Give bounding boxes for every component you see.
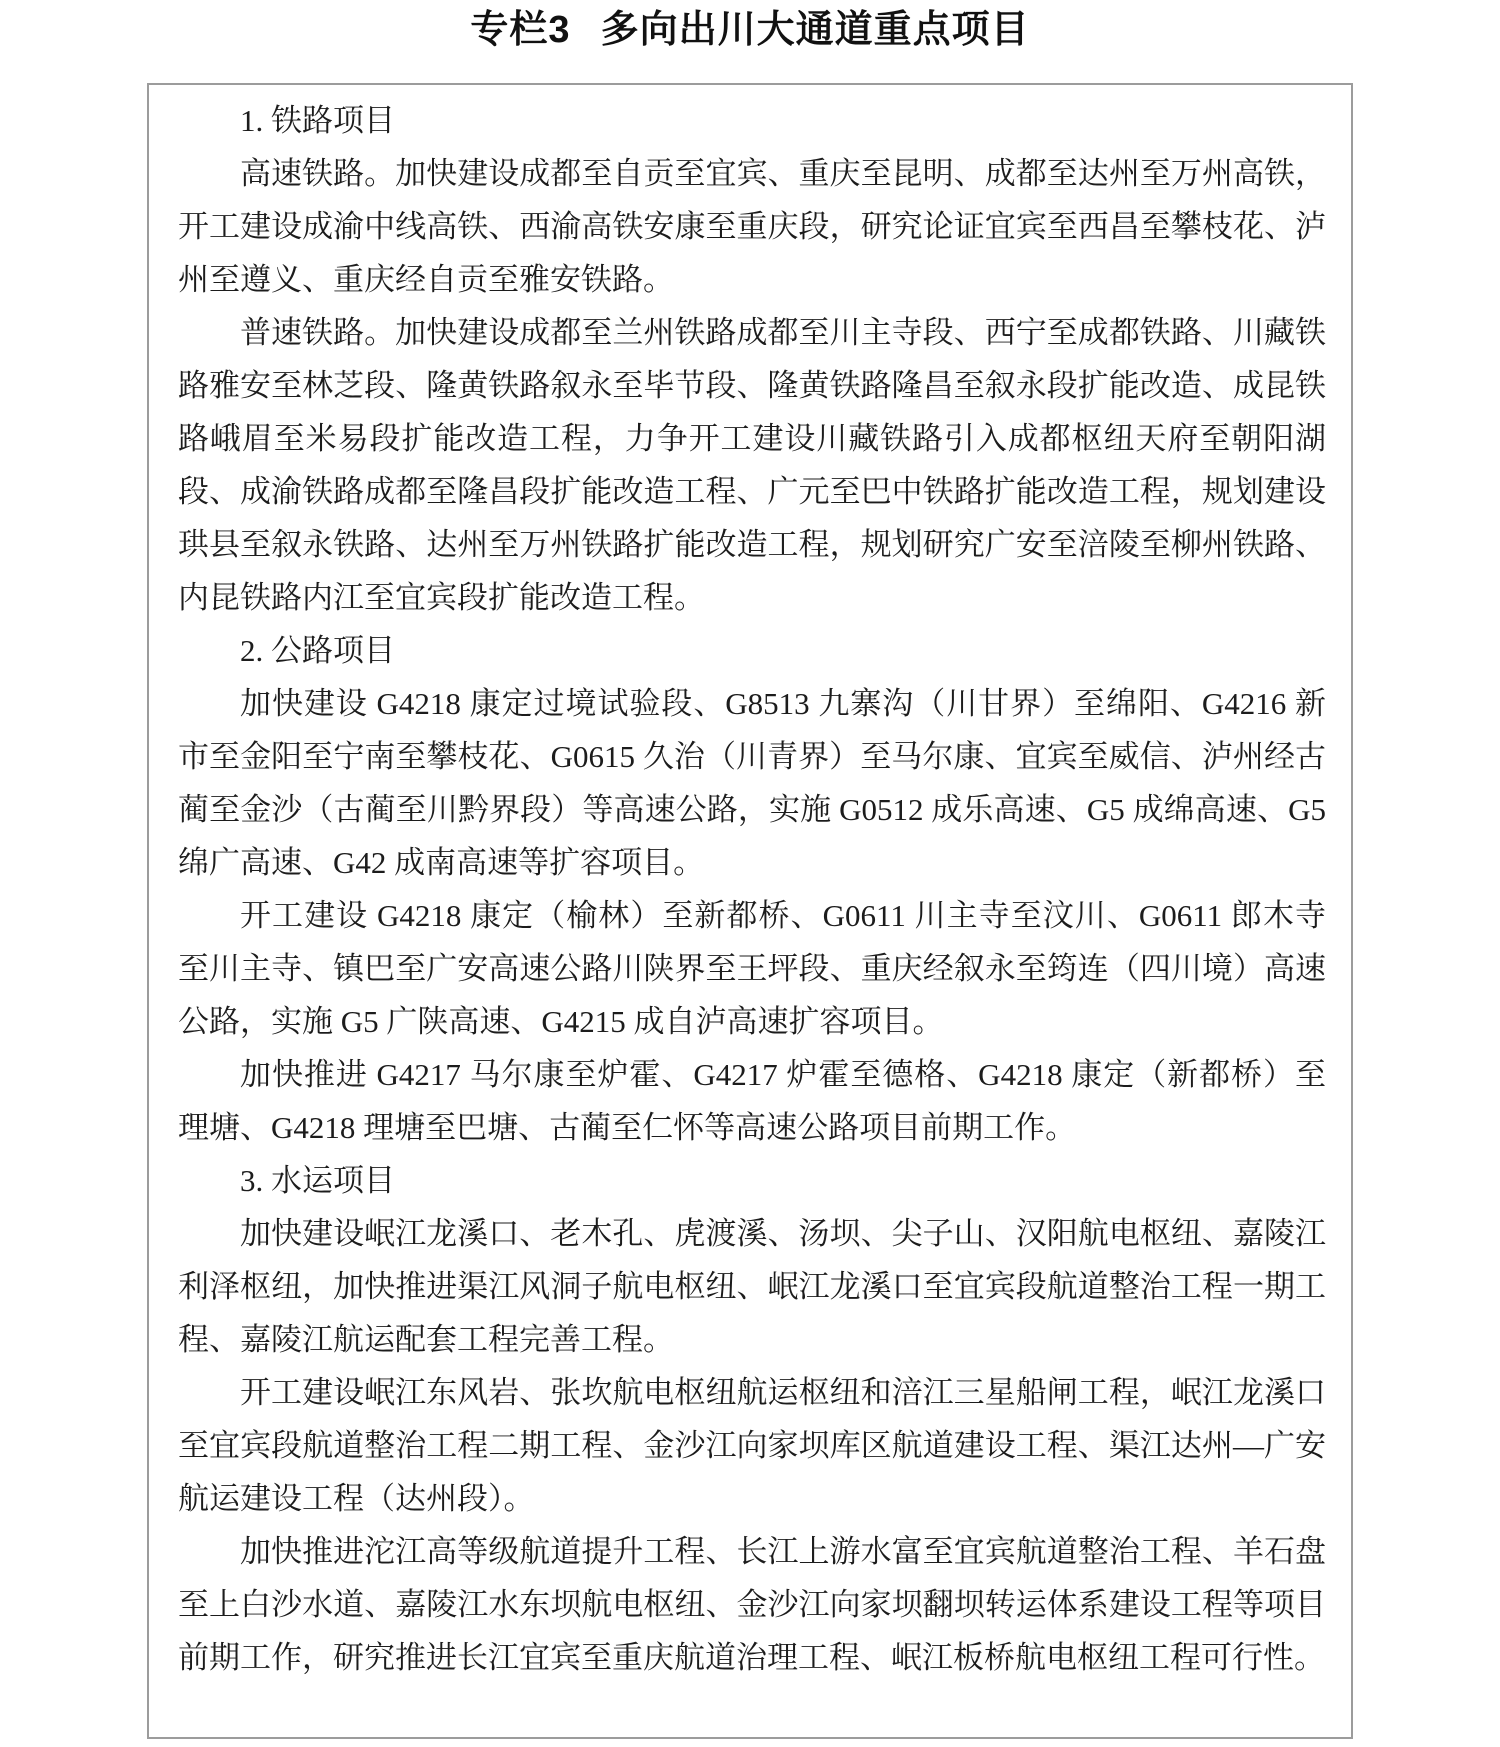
paragraph-highway-advance: 加快推进 G4217 马尔康至炉霍、G4217 炉霍至德格、G4218 康定（新都桥）至理塘、G4218 理塘至巴塘、古蔺至仁怀等高速公路项目前期工作。: [178, 1057, 1326, 1145]
page-title-label: 专栏3: [470, 9, 571, 51]
paragraph-waterway-advance: 加快推进沱江高等级航道提升工程、长江上游水富至宜宾航道整治工程、羊石盘至上白沙水道、嘉陵江水东坝航电枢纽、金沙江向家坝翻坝转运体系建设工程等项目前期工作，研究推进长江宜宾至重庆航道治理工程、岷江板桥航电枢纽工程可行性。: [178, 1534, 1326, 1675]
page-title-text: 多向出川大通道重点项目: [600, 9, 1030, 51]
paragraph-highway-start: 开工建设 G4218 康定（榆林）至新都桥、G0611 川主寺至汶川、G0611 郎木寺至川主寺、镇巴至广安高速公路川陕界至王坪段、重庆经叙永至筠连（四川境）高速公路，实施 G5 广陕高速、G4215 成自泸高速扩容项目。: [178, 898, 1326, 1039]
highlight-box: [147, 83, 1353, 1739]
section-heading-highway: 2. 公路项目: [240, 633, 395, 668]
paragraph-waterway-start: 开工建设岷江东风岩、张坎航电枢纽航运枢纽和涪江三星船闸工程，岷江龙溪口至宜宾段航道整治工程二期工程、金沙江向家坝库区航道建设工程、渠江达州—广安航运建设工程（达州段）。: [178, 1375, 1326, 1516]
paragraph-highway-accelerate: 加快建设 G4218 康定过境试验段、G8513 九寨沟（川甘界）至绵阳、G4216 新市至金阳至宁南至攀枝花、G0615 久治（川青界）至马尔康、宜宾至威信、泸州经古蔺至金沙（古蔺至川黔界段）等高速公路，实施 G0512 成乐高速、G5 成绵高速、G5 绵广高速、G42 成南高速等扩容项目。: [178, 686, 1326, 880]
page-title: [0, 8, 1500, 52]
paragraph-waterway-accelerate: 加快建设岷江龙溪口、老木孔、虎渡溪、汤坝、尖子山、汉阳航电枢纽、嘉陵江利泽枢纽，加快推进渠江风洞子航电枢纽、岷江龙溪口至宜宾段航道整治工程一期工程、嘉陵江航运配套工程完善工程。: [178, 1216, 1326, 1357]
section-heading-railway: 1. 铁路项目: [240, 103, 395, 138]
paragraph-highspeed-rail: 高速铁路。加快建设成都至自贡至宜宾、重庆至昆明、成都至达州至万州高铁，开工建设成渝中线高铁、西渝高铁安康至重庆段，研究论证宜宾至西昌至攀枝花、泸州至遵义、重庆经自贡至雅安铁路。: [178, 156, 1326, 297]
section-heading-waterway: 3. 水运项目: [240, 1163, 395, 1198]
paragraph-normal-rail: 普速铁路。加快建设成都至兰州铁路成都至川主寺段、西宁至成都铁路、川藏铁路雅安至林芝段、隆黄铁路叙永至毕节段、隆黄铁路隆昌至叙永段扩能改造、成昆铁路峨眉至米易段扩能改造工程，力争开工建设川藏铁路引入成都枢纽天府至朝阳湖段、成渝铁路成都至隆昌段扩能改造工程、广元至巴中铁路扩能改造工程，规划建设珙县至叙永铁路、达州至万州铁路扩能改造工程，规划研究广安至涪陵至柳州铁路、内昆铁路内江至宜宾段扩能改造工程。: [178, 315, 1326, 615]
